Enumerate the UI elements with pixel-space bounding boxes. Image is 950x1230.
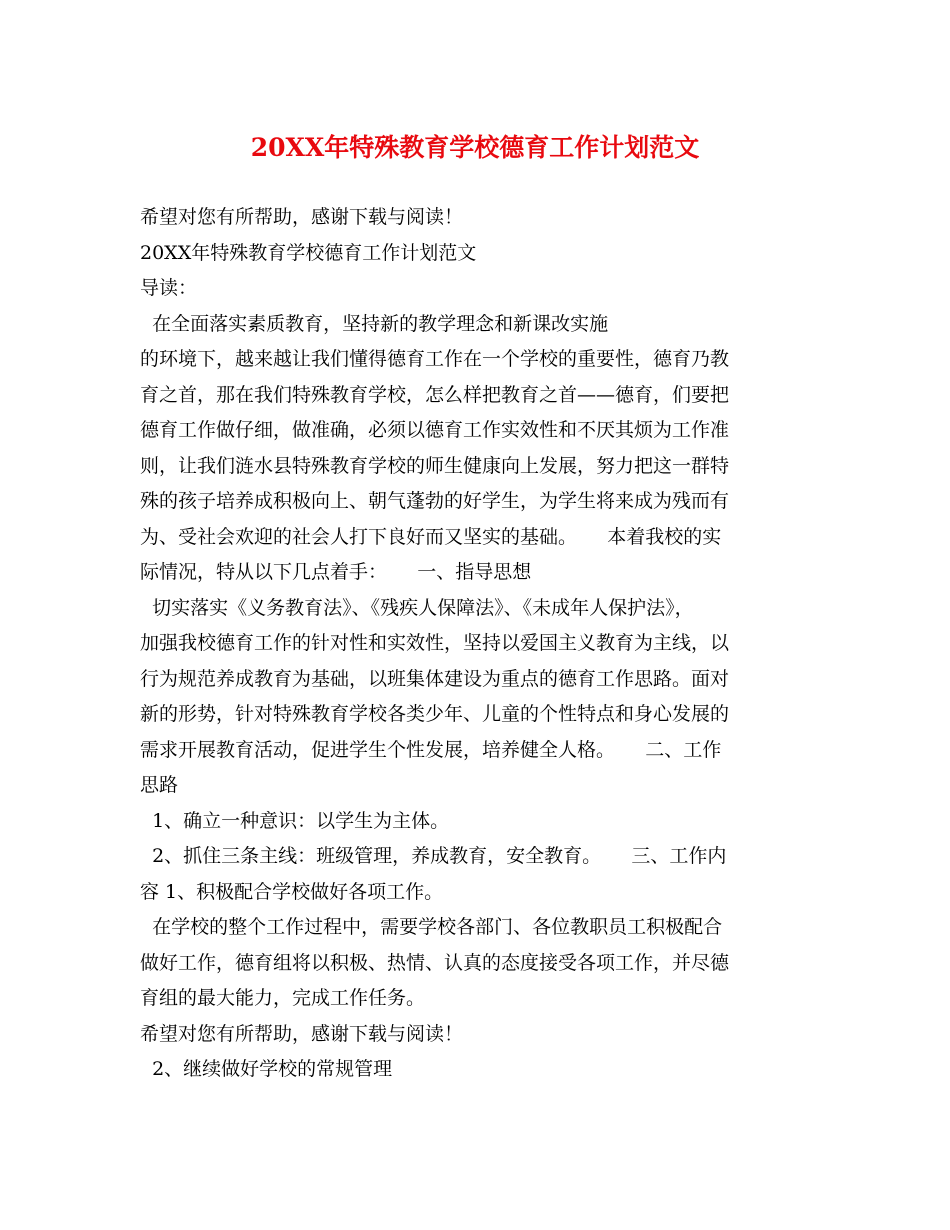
text-line: 希望对您有所帮助，感谢下载与阅读！ (140, 1022, 464, 1045)
document-title: 20XX年特殊教育学校德育工作计划范文 (250, 133, 700, 162)
text-line: 2、继续做好学校的常规管理 (140, 1058, 393, 1080)
text-line: 切实落实《义务教育法》、《残疾人保障法》、《未成年人保护法》， (140, 596, 694, 619)
text-line: 的环境下，越来越让我们懂得德育工作在一个学校的重要性，德育乃教 (140, 348, 730, 370)
text-line: 加强我校德育工作的针对性和实效性，坚持以爱国主义教育为主线，以 (140, 632, 730, 654)
text-line: 行为规范养成教育为基础，以班集体建设为重点的德育工作思路。面对 (140, 667, 730, 690)
text-line: 育之首，那在我们特殊教育学校，怎么样把教育之首——德育，们要把 (140, 383, 730, 406)
text-line: 思路 (140, 774, 179, 796)
text-line: 际情况，特从以下几点着手： 一、指导思想 (140, 561, 532, 583)
text-line: 育组的最大能力，完成工作任务。 (140, 987, 426, 1009)
text-line: 在学校的整个工作过程中，需要学校各部门、各位教职员工积极配合 (140, 916, 723, 938)
text-line: 德育工作做仔细，做准确，必须以德育工作实效性和不厌其烦为工作准 (140, 419, 730, 441)
text-line: 为、受社会欢迎的社会人打下良好而又坚实的基础。 本着我校的实 (140, 525, 722, 548)
text-line: 容 1、积极配合学校做好各项工作。 (140, 880, 444, 903)
text-line: 需求开展教育活动，促进学生个性发展，培养健全人格。 二、工作 (140, 738, 722, 761)
text-line: 1、确立一种意识：以学生为主体。 (140, 809, 450, 832)
text-line: 希望对您有所帮助，感谢下载与阅读！ (140, 206, 464, 228)
text-line: 殊的孩子培养成积极向上、朝气蓬勃的好学生，为学生将来成为残而有 (140, 490, 730, 512)
text-line: 则，让我们涟水县特殊教育学校的师生健康向上发展，努力把这一群特 (140, 454, 730, 477)
text-line: 导读： (140, 277, 198, 299)
text-line: 在全面落实素质教育，坚持新的教学理念和新课改实施 (140, 312, 609, 335)
text-line: 做好工作，德育组将以积极、热情、认真的态度接受各项工作，并尽德 (140, 951, 730, 974)
text-line: 2、抓住三条主线：班级管理，养成教育，安全教育。 三、工作内 (140, 845, 727, 867)
document-body (140, 200, 820, 1088)
text-line: 新的形势，针对特殊教育学校各类少年、儿童的个性特点和身心发展的 (140, 703, 730, 725)
text-line: 20XX年特殊教育学校德育工作计划范文 (140, 241, 477, 264)
